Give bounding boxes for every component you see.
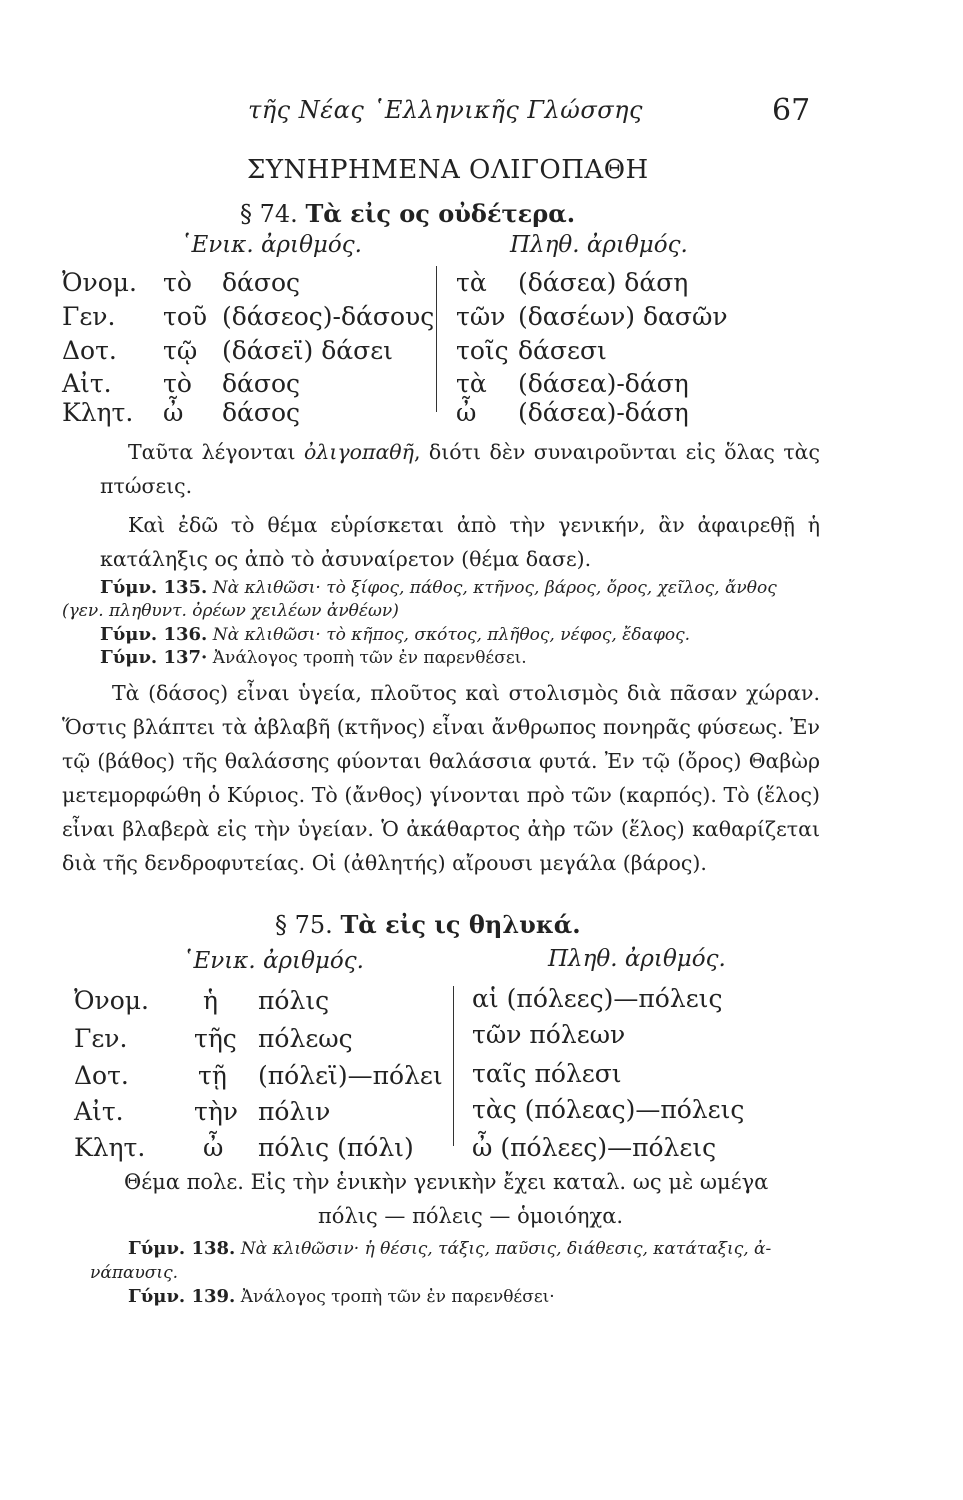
exercise-139: Γύμν. 139. Ἀνάλογος τροπὴ τῶν ἐν παρενθέσει·	[128, 1286, 555, 1307]
singular-column-heading: ῾Ενικ. ἀριθμός.	[180, 232, 362, 258]
exercise-137: Γύμν. 137· Ἀνάλογος τροπὴ τῶν ἐν παρενθέσει.	[100, 647, 527, 668]
plural-column-heading: Πληθ. ἀριθμός.	[548, 946, 726, 972]
article-singular: τῷ	[163, 336, 198, 365]
case-label: Ὀνομ.	[62, 268, 137, 297]
case-label: Αἰτ.	[74, 1097, 124, 1126]
article-singular: ὦ	[163, 398, 184, 427]
section-74-number: § 74.	[240, 200, 298, 228]
exercise-138: Γύμν. 138. Νὰ κλιθῶσιν· ἡ θέσις, τάξις, παῦσις, διάθεσις, κατάταξις, ἀ-	[128, 1238, 772, 1259]
paragraph-theme: Καὶ ἐδῶ τὸ θέμα εὑρίσκεται ἀπὸ τὴν γενικήν, ἂν ἀφαιρεθῇ ἡ κατάληξις ος ἀπὸ τὸ ἀσυναίρετον (θέμα δασε).	[100, 513, 820, 571]
article-singular: τῇ	[198, 1061, 227, 1090]
case-label: Αἰτ.	[62, 369, 112, 398]
form-plural: (δάσεα) δάση	[518, 268, 689, 297]
article-singular: τοῦ	[163, 302, 208, 331]
article-plural: τὰ	[456, 369, 487, 398]
form-plural: (δάσεα)-δάση	[518, 398, 689, 427]
section-75-title	[275, 910, 581, 939]
case-label: Δοτ.	[74, 1061, 129, 1090]
exercise-label: Γύμν. 136.	[100, 624, 208, 645]
exercise-label: Γύμν. 138.	[128, 1238, 236, 1259]
form-singular: δάσος	[222, 369, 301, 398]
section-74-title	[240, 199, 575, 228]
form-singular: (πόλεϊ)—πόλει	[258, 1061, 443, 1090]
form-singular: πόλεως	[258, 1024, 353, 1053]
singular-column-heading: ῾Ενικ. ἀριθμός.	[182, 948, 364, 974]
form-singular: (δάσεος)-δάσους	[222, 302, 435, 331]
article-singular: τὸ	[163, 369, 192, 398]
paragraph-oligopathe: Ταῦτα λέγονται ὀλιγοπαθῆ, διότι δὲν συναιροῦνται εἰς ὅλας τὰς πτώσεις.	[100, 440, 821, 498]
section-75-name: Τὰ εἰς ις θηλυκά.	[340, 910, 581, 939]
article-plural: τῶν	[456, 302, 506, 331]
case-label: Δοτ.	[62, 336, 117, 365]
case-label: Γεν.	[62, 302, 116, 331]
exercise-label: Γύμν. 139.	[128, 1286, 236, 1307]
paragraph-exercise-text: Τὰ (δάσος) εἶναι ὑγεία, πλοῦτος καὶ στολισμὸς διὰ πᾶσαν χώραν. Ὅστις βλάπτει τὰ ἀβλαβῆ (κτῆνος) εἶναι ἄνθρωπος πονηρᾶς φύσεως. Ἐν τῷ (βάθος) τῆς θαλάσσης φύονται θαλάσσια φυτά. Ἐν τῷ (ὄρος) Θαβὼρ μετεμορφώθη ὁ Κύριος. Τὸ (ἄνθος) γίνονται πρὸ τῶν (καρπός). Τὸ (ἕλος) εἶναι βλαβερὰ εἰς τὴν ὑγείαν. Ὁ ἀκάθαρτος ἀὴρ τῶν (ἕλος) καθαρίζεται διὰ τῆς δενδροφυτείας. Οἱ (ἀθλητής) αἴρουσι μεγάλα (βάρος).	[62, 681, 820, 875]
form-plural: (δασέων) δασῶν	[518, 302, 728, 331]
article-singular: τῆς	[194, 1024, 237, 1053]
form-plural: τὰς (πόλεας)—πόλεις	[472, 1095, 745, 1124]
case-label: Κλητ.	[62, 398, 134, 427]
article-singular: ἡ	[203, 986, 218, 1015]
article-plural: τὰ	[456, 268, 487, 297]
exercise-label: Γύμν. 137·	[100, 647, 208, 668]
form-plural: (δάσεα)-δάση	[518, 369, 689, 398]
exercise-135-continued: (γεν. πληθυντ. ὀρέων χειλέων ἀνθέων)	[62, 601, 399, 621]
column-divider	[436, 266, 437, 412]
form-singular: πόλιν	[258, 1097, 331, 1126]
theme-note-continued: πόλις — πόλεις — ὁμοιόηχα.	[318, 1204, 624, 1228]
form-singular: πόλις	[258, 986, 330, 1015]
form-plural: τῶν πόλεων	[472, 1020, 626, 1049]
column-divider	[453, 986, 454, 1146]
article-plural: τοῖς	[456, 336, 509, 365]
form-singular: πόλις (πόλι)	[258, 1133, 414, 1162]
form-plural: δάσεσι	[518, 336, 607, 365]
article-singular: ὦ	[203, 1133, 224, 1162]
running-head: τῆς Νέας ῾Ελληνικῆς Γλώσσης	[248, 96, 643, 124]
form-plural: αἱ (πόλεες)—πόλεις	[472, 984, 723, 1013]
term-oligopathe: ὀλιγοπαθῆ	[304, 440, 414, 464]
exercise-135: Γύμν. 135. Νὰ κλιθῶσι· τὸ ξίφος, πάθος, κτῆνος, βάρος, ὄρος, χεῖλος, ἄνθος	[100, 577, 777, 598]
section-75-number: § 75.	[275, 911, 333, 939]
form-singular: (δάσεϊ) δάσει	[222, 336, 393, 365]
case-label: Ὀνομ.	[74, 986, 149, 1015]
form-plural: ὦ (πόλεες)—πόλεις	[472, 1133, 717, 1162]
case-label: Γεν.	[74, 1024, 128, 1053]
exercise-136: Γύμν. 136. Νὰ κλιθῶσι· τὸ κῆπος, σκότος, πλῆθος, νέφος, ἔδαφος.	[100, 624, 691, 645]
form-singular: δάσος	[222, 398, 301, 427]
article-singular: τὴν	[194, 1097, 239, 1126]
plural-column-heading: Πληθ. ἀριθμός.	[510, 232, 688, 258]
form-plural: ταῖς πόλεσι	[472, 1059, 622, 1088]
exercise-label: Γύμν. 135.	[100, 577, 208, 598]
form-singular: δάσος	[222, 268, 301, 297]
chapter-heading: ΣΥΝΗΡΗΜΕΝΑ ΟΛΙΓΟΠΑΘΗ	[247, 155, 649, 185]
exercise-138-continued: νάπαυσις.	[90, 1263, 178, 1283]
article-singular: τὸ	[163, 268, 192, 297]
article-plural: ὦ	[456, 398, 477, 427]
case-label: Κλητ.	[74, 1133, 146, 1162]
page-number: 67	[772, 93, 811, 128]
section-74-name: Τὰ εἰς ος οὐδέτερα.	[305, 199, 576, 228]
theme-note: Θέμα πολε. Εἰς τὴν ἑνικὴν γενικὴν ἔχει καταλ. ως μὲ ωμέγα	[124, 1170, 769, 1194]
